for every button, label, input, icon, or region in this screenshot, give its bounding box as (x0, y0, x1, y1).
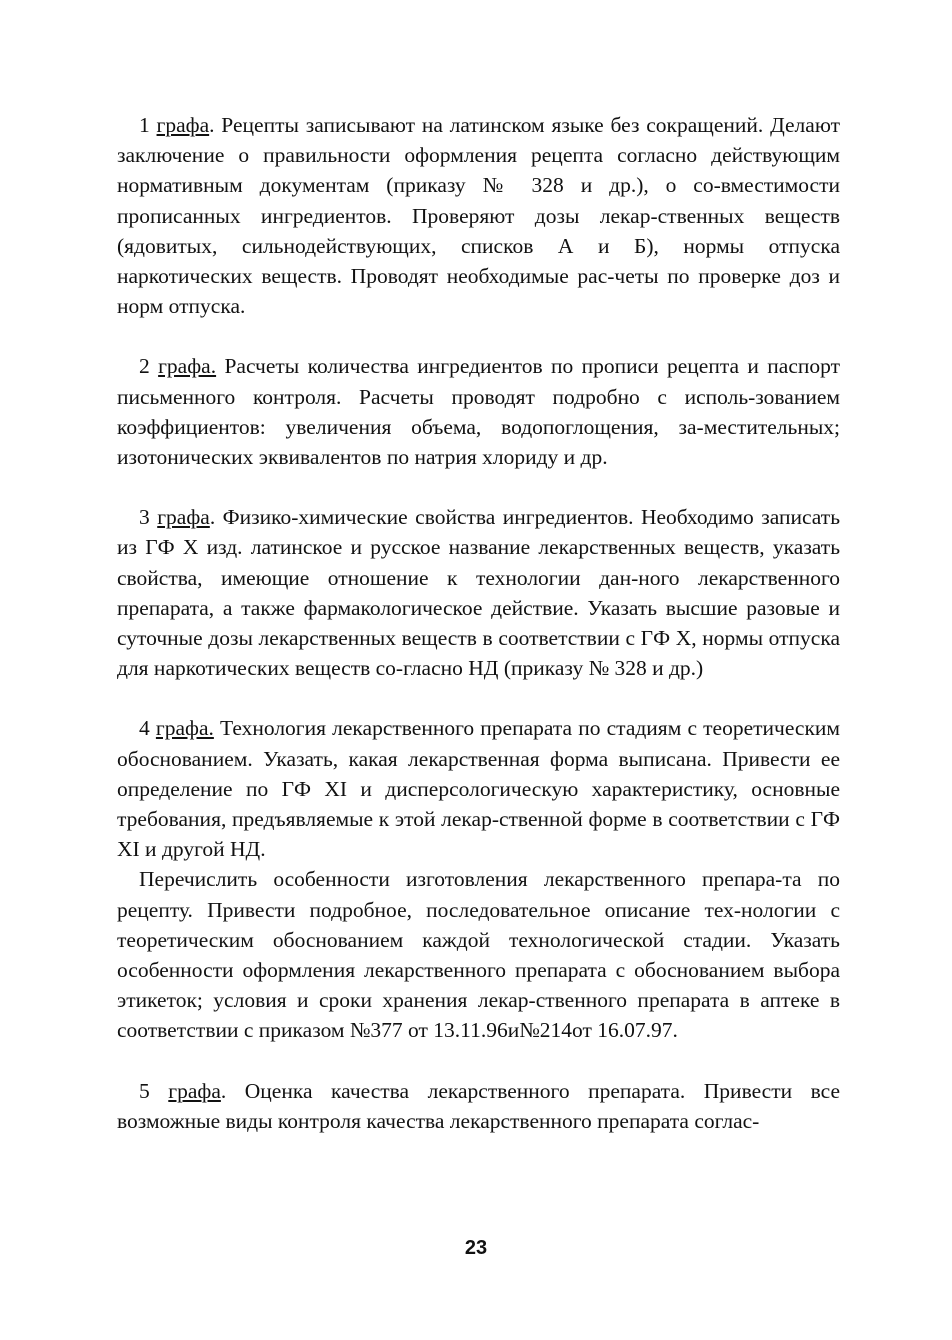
paragraph-grafa-4 (117, 713, 840, 864)
paragraph-grafa-1 (117, 110, 840, 321)
section-heading: графа. (158, 354, 217, 379)
section-text: Расчеты количества ингредиентов по прописи рецепта и паспорт письменного контроля. Расчеты проводят подробно с исполь-зованием коэффициентов: увеличения объема, водопоглощения, за-местительных; изотонических эквивалентов по натрия хлориду и др. (117, 354, 840, 470)
section-text: Перечислить особенности изготовления лекарственного препара-та по рецепту. Привести подробное, последовательное описание тех-нологии с теоретическим обоснованием каждой технологической стадии. Указать особенности оформления лекарственного препарата с обоснованием выбора этикеток; условия и сроки хранения лекар-ственного препарата в аптеке в соответствии с приказом №377 от 13.11.96и№214от 16.07.97. (117, 867, 840, 1043)
section-text: . Физико-химические свойства ингредиентов. Необходимо записать из ГФ X изд. латинское и русское название лекарственных веществ, указать свойства, имеющие отношение к технологии дан-ного лекарственного препарата, а также фармакологическое действие. Указать высшие разовые и суточные дозы лекарственных веществ в соответствии с ГФ X, нормы отпуска для наркотических веществ со-гласно НД (приказу № 328 и др.) (117, 505, 840, 681)
section-heading: графа (157, 505, 210, 530)
section-number: 4 (139, 716, 150, 741)
section-heading: графа (156, 113, 210, 137)
paragraph-grafa-4-continued (117, 864, 840, 1045)
paragraph-grafa-2 (117, 351, 840, 472)
section-number: 2 (139, 354, 150, 379)
section-text: . Оценка качества лекарственного препарата. Привести все возможные виды контроля качества лекарственного препарата соглас- (117, 1078, 841, 1133)
section-heading: графа. (155, 716, 214, 741)
section-number: 3 (139, 505, 150, 530)
page-body (117, 110, 840, 1136)
section-text: Технология лекарственного препарата по стадиям с теоретическим обоснованием. Указать, какая лекарственная форма выписана. Привести ее определение по ГФ XI и дисперсологическую характеристику, основные требования, предъявляемые к этой лекар-ственной форме в соответствии с ГФ XI и другой НД. (117, 716, 841, 862)
section-number: 1 (139, 113, 150, 137)
paragraph-grafa-3 (117, 502, 840, 683)
page-number: 23 (464, 1237, 488, 1259)
section-text: . Рецепты записывают на латинском языке без сокращений. Делают заключение о правильности оформления рецепта согласно действующим нормативным документам (приказу № 328 и др.), о со-вместимости прописанных ингредиентов. Проверяют дозы лекар-ственных веществ (ядовитых, сильнодействующих, списков А и Б), нормы отпуска наркотических веществ. Проводят необходимые рас-четы по проверке доз и норм отпуска. (117, 113, 840, 319)
paragraph-grafa-5 (117, 1076, 840, 1136)
section-number: 5 (139, 1078, 150, 1103)
section-heading: графа (168, 1078, 221, 1103)
